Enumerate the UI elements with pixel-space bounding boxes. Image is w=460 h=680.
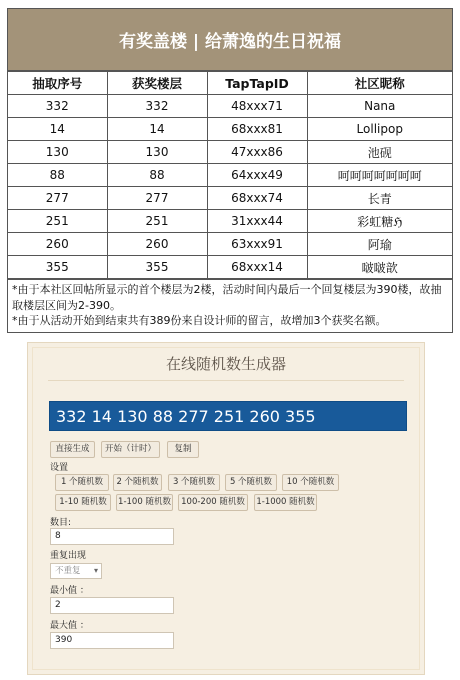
cell-taptap-id: 47xxx86 [207,141,307,164]
title-divider [48,380,404,381]
table-row [8,210,452,233]
header-draw-number: 抽取序号 [8,72,107,95]
cell-nickname: 彩虹糖ℌ [307,210,452,233]
cell-nickname: 池砚 [307,141,452,164]
preset-2-numbers-button[interactable]: 2 个随机数 [113,474,162,491]
cell-floor: 355 [107,256,207,279]
cell-draw-number: 355 [8,256,107,279]
copy-button[interactable]: 复制 [167,441,199,458]
cell-nickname: 呵呵呵呵呵呵呵 [307,164,452,187]
preset-5-numbers-button[interactable]: 5 个随机数 [225,474,277,491]
cell-draw-number: 260 [8,233,107,256]
repeat-label: 重复出现 [50,551,87,561]
cell-taptap-id: 68xxx81 [207,118,307,141]
cell-taptap-id: 64xxx49 [207,164,307,187]
preset-range-1-1000-button[interactable]: 1-1000 随机数 [254,494,317,511]
header-nickname: 社区昵称 [307,72,452,95]
cell-floor: 251 [107,210,207,233]
table-row [8,187,452,210]
cell-nickname: 阿瑜 [307,233,452,256]
preset-10-numbers-button[interactable]: 10 个随机数 [282,474,339,491]
cell-draw-number: 277 [8,187,107,210]
cell-floor: 277 [107,187,207,210]
table-row [8,233,452,256]
cell-floor: 88 [107,164,207,187]
cell-floor: 260 [107,233,207,256]
repeat-select[interactable] [50,563,102,579]
settings-label: 设置 [50,463,69,473]
max-input[interactable]: 390 [50,632,174,649]
table-row [8,118,452,141]
header-floor: 获奖楼层 [107,72,207,95]
table-header-row [8,72,452,95]
count-input[interactable]: 8 [50,528,174,545]
footnote-extra-prizes: *由于从活动开始到结束共有389份来自设计师的留言，故增加3个获奖名额。 [12,314,387,327]
repeat-select-value: 不重复 [55,566,81,576]
banner-title: 有奖盖楼 | 给萧逸的生日祝福 [8,9,452,71]
cell-draw-number: 14 [8,118,107,141]
table-row [8,256,452,279]
preset-range-1-100-button[interactable]: 1-100 随机数 [116,494,173,511]
cell-taptap-id: 63xxx91 [207,233,307,256]
cell-taptap-id: 31xxx44 [207,210,307,233]
chevron-down-icon: ▾ [93,566,98,575]
generator-title: 在线随机数生成器 [165,355,286,373]
preset-range-100-200-button[interactable]: 100-200 随机数 [178,494,248,511]
cell-taptap-id: 68xxx74 [207,187,307,210]
result-display: 332 14 130 88 277 251 260 355 [49,401,407,431]
cell-draw-number: 88 [8,164,107,187]
table-row [8,95,452,118]
preset-range-1-10-button[interactable]: 1-10 随机数 [55,494,111,511]
winners-panel [7,8,453,333]
generate-button[interactable]: 直接生成 [50,441,95,458]
table-row [8,141,452,164]
start-timer-button[interactable]: 开始（计时） [101,441,160,458]
cell-floor: 14 [107,118,207,141]
cell-taptap-id: 68xxx14 [207,256,307,279]
cell-nickname: Lollipop [307,118,452,141]
table-row [8,164,452,187]
preset-3-numbers-button[interactable]: 3 个随机数 [168,474,220,491]
cell-floor: 130 [107,141,207,164]
cell-nickname: 啵啵歆 [307,256,452,279]
cell-nickname: 长青 [307,187,452,210]
footnote-floor-range: *由于本社区回帖所显示的首个楼层为2楼，活动时间内最后一个回复楼层为390楼，故抽取楼层区间为2-390。 [12,283,442,312]
random-generator-panel [27,342,425,675]
min-label: 最小值 ： [50,586,89,596]
count-label: 数目: [50,518,72,528]
max-label: 最大值 ： [50,621,89,631]
cell-draw-number: 251 [8,210,107,233]
cell-nickname: Nana [307,95,452,118]
preset-1-number-button[interactable]: 1 个随机数 [55,474,109,491]
header-taptap-id: TapTapID [207,72,307,95]
cell-taptap-id: 48xxx71 [207,95,307,118]
cell-draw-number: 332 [8,95,107,118]
footnotes [8,279,452,332]
min-input[interactable]: 2 [50,597,174,614]
cell-floor: 332 [107,95,207,118]
winners-table [8,71,452,279]
cell-draw-number: 130 [8,141,107,164]
